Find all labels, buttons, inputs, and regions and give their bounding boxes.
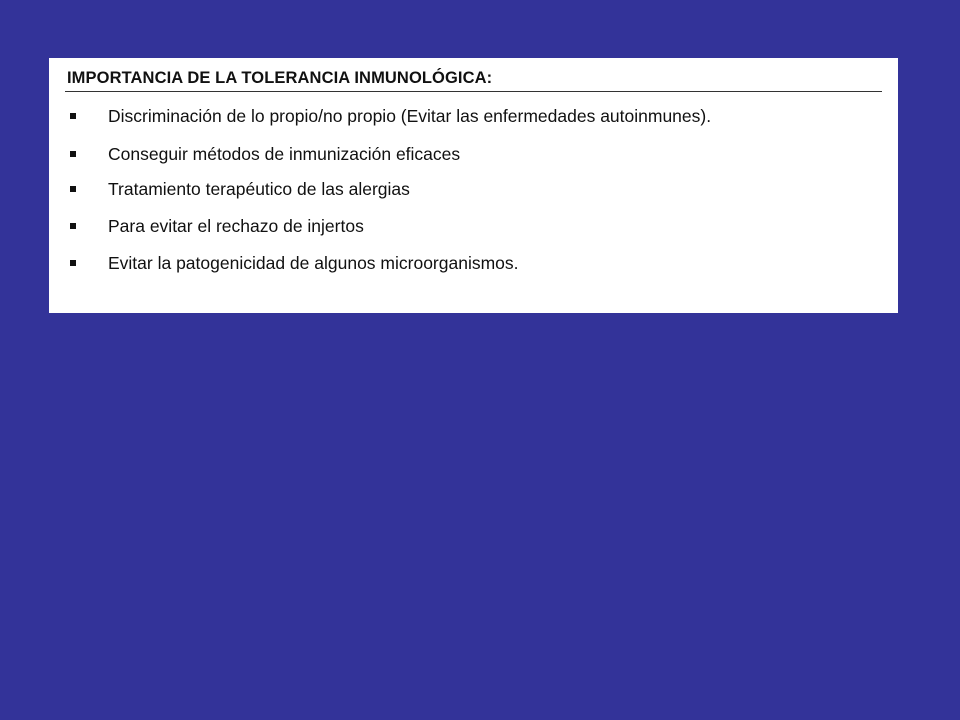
heading-underline xyxy=(65,91,882,92)
content-panel xyxy=(49,58,898,313)
list-item xyxy=(49,105,898,127)
list-item xyxy=(49,143,898,165)
list-item-text: Conseguir métodos de inmunización eficaces xyxy=(108,144,461,164)
list-item xyxy=(49,252,898,274)
list-item-text: Discriminación de lo propio/no propio (Evitar las enfermedades autoinmunes). xyxy=(108,106,712,126)
square-bullet-icon xyxy=(70,223,76,229)
square-bullet-icon xyxy=(70,260,76,266)
list-item xyxy=(49,215,898,237)
list-item-text: Para evitar el rechazo de injertos xyxy=(108,216,364,236)
square-bullet-icon xyxy=(70,186,76,192)
list-item xyxy=(49,178,898,200)
list-item-text: Evitar la patogenicidad de algunos microorganismos. xyxy=(108,253,519,273)
square-bullet-icon xyxy=(70,113,76,119)
square-bullet-icon xyxy=(70,151,76,157)
list-item-text: Tratamiento terapéutico de las alergias xyxy=(108,179,410,199)
section-heading: IMPORTANCIA DE LA TOLERANCIA INMUNOLÓGICA: xyxy=(67,69,493,87)
